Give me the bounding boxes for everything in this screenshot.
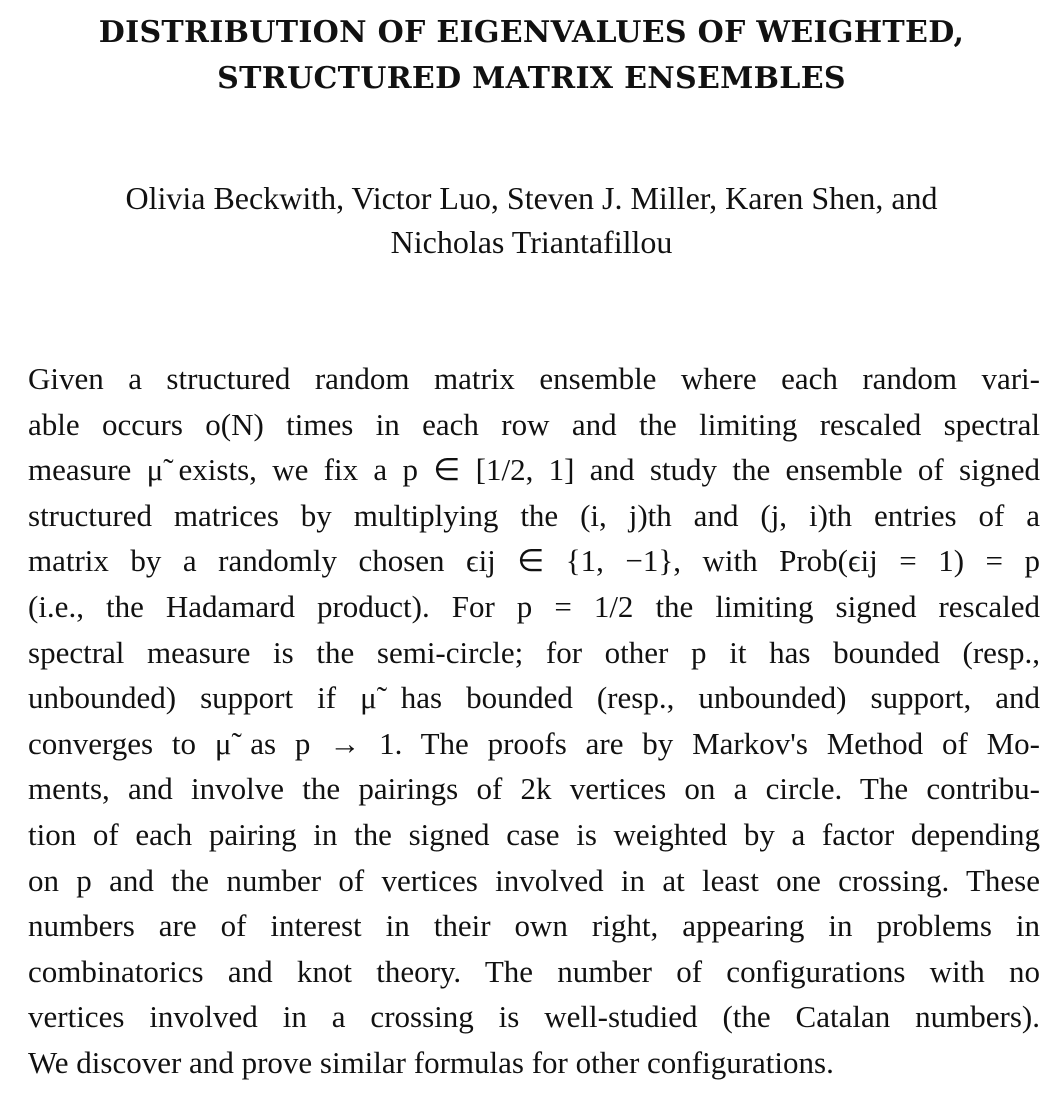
abstract-line: Given a structured random matrix ensemble where each random vari- [28, 361, 1040, 396]
title-line-2: STRUCTURED MATRIX ENSEMBLES [217, 61, 846, 96]
abstract-line: numbers are of interest in their own right, appearing in problems in [28, 908, 1040, 944]
abstract-line: (i.e., the Hadamard product). For p = 1/2 the limiting signed rescaled [28, 588, 1040, 624]
paper-title [0, 10, 1063, 102]
abstract-line: on p and the number of vertices involved in at least one crossing. These [28, 862, 1040, 898]
abstract-line: tion of each pairing in the signed case is weighted by a factor depending [28, 816, 1040, 852]
abstract-line: ments, and involve the pairings of 2k vertices on a circle. The contribu- [28, 771, 1040, 807]
abstract-line: We discover and prove similar formulas for other configurations. [28, 1044, 834, 1080]
abstract [28, 356, 1040, 1086]
author-list [0, 176, 1063, 264]
abstract-line: unbounded) support if μ̃ has bounded (resp., unbounded) support, and [28, 680, 1040, 716]
abstract-line: vertices involved in a crossing is well-studied (the Catalan numbers). [28, 999, 1040, 1035]
abstract-line: spectral measure is the semi-circle; for other p it has bounded (resp., [28, 634, 1040, 670]
abstract-line: combinatorics and knot theory. The number of configurations with no [28, 953, 1040, 989]
abstract-line: converges to μ̃ as p → 1. The proofs are by Markov's Method of Mo- [28, 725, 1040, 761]
abstract-line: structured matrices by multiplying the (i, j)th and (j, i)th entries of a [28, 497, 1040, 533]
author-line-1: Olivia Beckwith, Victor Luo, Steven J. Miller, Karen Shen, and [125, 180, 938, 216]
title-line-1: DISTRIBUTION OF EIGENVALUES OF WEIGHTED, [98, 15, 965, 50]
abstract-line: measure μ̃ exists, we fix a p ∈ [1/2, 1] and study the ensemble of signed [28, 452, 1040, 488]
abstract-line: able occurs o(N) times in each row and the limiting rescaled spectral [28, 406, 1040, 442]
author-line-2: Nicholas Triantafillou [390, 224, 673, 260]
abstract-line: matrix by a randomly chosen ϵij ∈ {1, −1}, with Prob(ϵij = 1) = p [28, 543, 1040, 579]
